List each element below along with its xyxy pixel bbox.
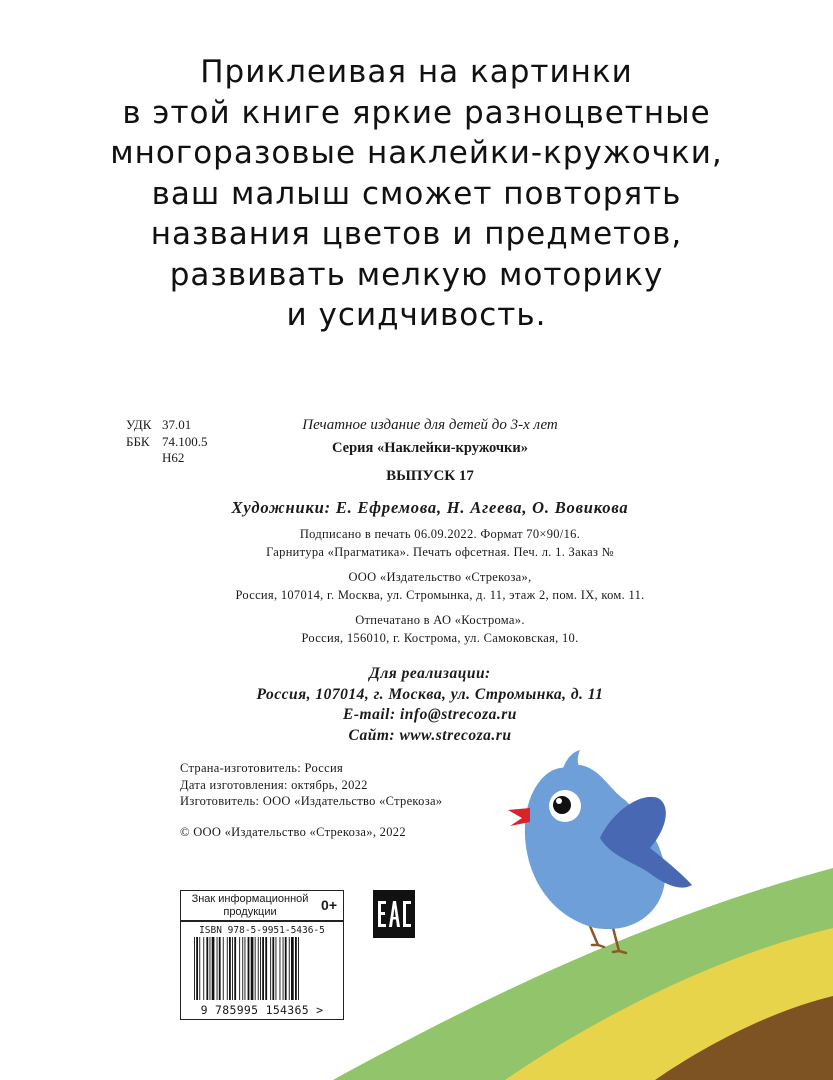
issue-number: ВЫПУСК 17 [386, 468, 474, 484]
manufacturer-name: Изготовитель: ООО «Издательство «Стрекоза» [180, 794, 443, 808]
manufacturer-date: Дата изготовления: октябрь, 2022 [180, 777, 368, 792]
info-product-label: Знак информационной продукции [191, 893, 309, 918]
sales-heading: Для реализации: [369, 665, 491, 682]
age-note: Печатное издание для детей до 3-х лет [302, 417, 558, 433]
sales-email: E-mail: info@strecoza.ru [343, 706, 517, 723]
bbk-label: ББК [126, 433, 150, 449]
imprint-publisher-address: Россия, 107014, г. Москва, ул. Стромынка, д. 11, этаж 2, пом. IX, ком. 11. [235, 587, 645, 602]
intro-line: многоразовые наклейки-кружочки, [110, 135, 723, 171]
imprint-printer: Отпечатано в АО «Кострома». [355, 613, 525, 627]
udk-value: 37.01 [162, 417, 192, 432]
imprint-printer-address: Россия, 156010, г. Кострома, ул. Самоковская, 10. [301, 630, 579, 645]
isbn-number: ISBN 978-5-9951-5436-5 [199, 925, 325, 936]
imprint-signed: Подписано в печать 06.09.2022. Формат 70×90/16. [299, 527, 581, 541]
author-mark: Н62 [162, 450, 185, 465]
udk-label: УДК [126, 417, 152, 432]
series-title: Серия «Наклейки-кружочки» [331, 440, 529, 456]
manufacturer-country: Страна-изготовитель: Россия [180, 761, 344, 775]
sales-address: Россия, 107014, г. Москва, ул. Стромынка, д. 11 [256, 685, 604, 703]
copyright-notice: © ООО «Издательство «Стрекоза», 2022 [180, 825, 406, 839]
sales-site: Сайт: www.strecoza.ru [348, 726, 512, 744]
intro-line: ваш малыш сможет повторять [151, 175, 682, 212]
intro-line: в этой книге яркие разноцветные [122, 94, 711, 131]
intro-line: названия цветов и предметов, [150, 216, 683, 252]
eac-certification-icon [373, 890, 415, 938]
imprint-typeface: Гарнитура «Прагматика». Печать офсетная. Печ. л. 1. Заказ № [266, 544, 614, 559]
imprint-publisher: ООО «Издательство «Стрекоза», [348, 570, 532, 584]
artists-credit: Художники: Е. Ефремова, Н. Агеева, О. Вовикова [231, 498, 629, 517]
intro-line: развивать мелкую моторику [169, 256, 664, 293]
info-product-mark [180, 890, 344, 921]
intro-line: и усидчивость. [286, 297, 547, 333]
isbn-barcode [180, 921, 344, 1020]
age-rating: 0+ [321, 897, 337, 913]
bbk-value: 74.100.5 [162, 433, 208, 449]
bluebird-illustration-icon [508, 750, 692, 953]
intro-line: Приклеивая на картинки [200, 54, 633, 90]
ean-digits: 9 785995 154365 > [200, 1003, 324, 1017]
